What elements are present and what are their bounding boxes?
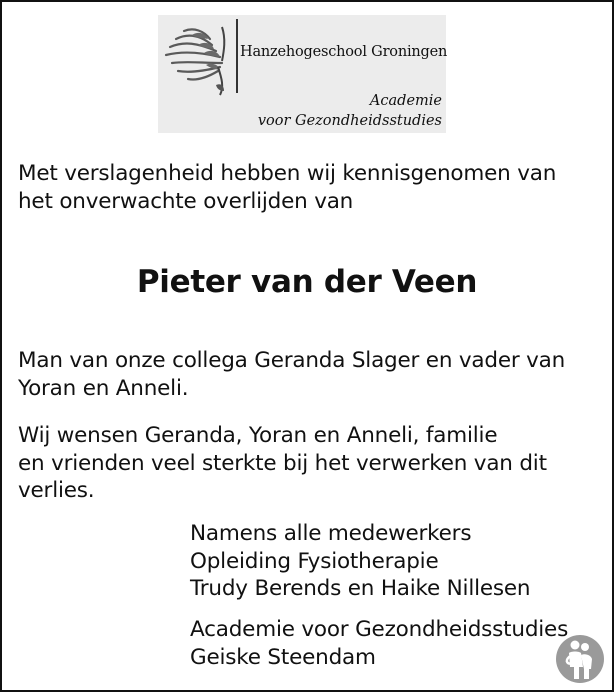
signature-line: Namens alle medewerkers [190, 521, 472, 546]
signature-line: Academie voor Gezondheidsstudies [190, 617, 569, 642]
department-line-2: voor Gezondheidsstudies [257, 113, 442, 129]
condolence-line: en vrienden veel sterkte bij het verwerken van dit [18, 450, 547, 476]
signature-line: Opleiding Fysiotherapie [190, 548, 439, 574]
logo-divider [236, 19, 238, 93]
relation-line: Man van onze collega Geranda Slager en vader van [18, 348, 566, 373]
intro-line: Met verslagenheid hebben wij kennisgenomen van [18, 161, 557, 186]
embracing-figures-icon [555, 633, 605, 685]
school-logo [158, 15, 446, 133]
signature-block-staff [190, 520, 530, 603]
signature-line: Geiske Steendam [190, 644, 376, 670]
condolence-paragraph [18, 422, 547, 505]
intro-line: het onverwachte overlijden van [18, 188, 354, 214]
intro-paragraph [18, 160, 556, 215]
signature-block-academy [190, 616, 568, 671]
relation-paragraph [18, 347, 565, 402]
relation-line: Yoran en Anneli. [18, 375, 189, 401]
deceased-name: Pieter van der Veen [136, 264, 478, 300]
condolence-line: verlies. [18, 478, 95, 503]
school-name: Hanzehogeschool Groningen [240, 44, 448, 60]
hanze-tree-emblem-icon [158, 21, 244, 99]
department-line-1: Academie [369, 93, 442, 109]
signature-line: Trudy Berends en Haike Nillesen [190, 576, 531, 601]
condolence-line: Wij wensen Geranda, Yoran en Anneli, familie [18, 423, 498, 448]
